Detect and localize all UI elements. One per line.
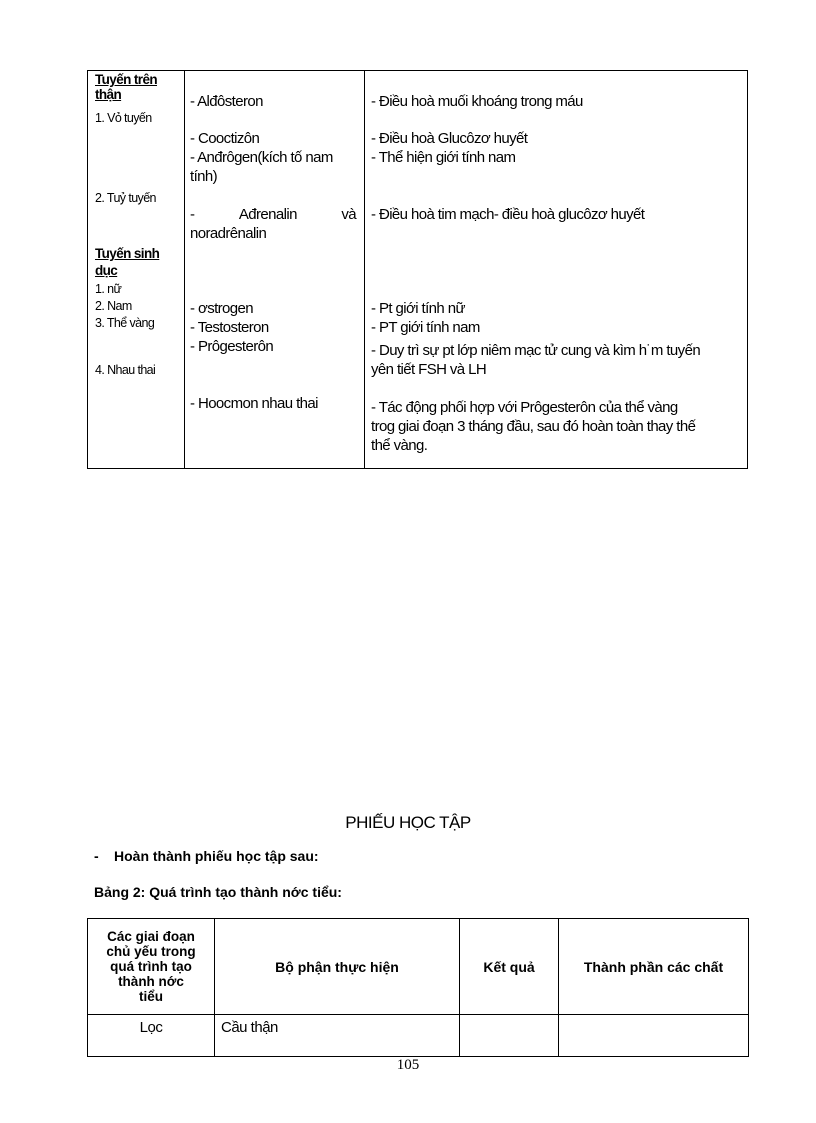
adrenaline-conj: và xyxy=(341,206,356,223)
corpus-luteum-label: 3. Thể vàng xyxy=(95,316,155,330)
gonad-heading-1: Tuyến sinh xyxy=(95,246,160,261)
table-header-row xyxy=(88,919,749,1015)
coordinate-function-1: - Tác động phối hợp với Prôgesterôn của thể vàng xyxy=(371,399,678,416)
instruction-text: Hoàn thành phiếu học tập sau: xyxy=(114,848,319,864)
androgen-text-1: - Anđrôgen(kích tố nam xyxy=(190,149,333,166)
aldosterone-text: - Alđôsteron xyxy=(190,93,263,110)
cortisol-text: - Cooctizôn xyxy=(190,130,260,147)
male-label: 2. Nam xyxy=(95,299,132,313)
result-cell[interactable] xyxy=(460,1015,559,1057)
cardio-function: - Điều hoà tim mạch- điều hoà glucôzơ huyết xyxy=(371,206,645,223)
stage-header xyxy=(88,919,215,1015)
instruction-dash: - xyxy=(94,848,99,864)
adrenaline-line xyxy=(190,206,356,223)
stage-header-line-1: Các giai đoạn xyxy=(107,929,195,944)
stage-header-line-4: thành nớc xyxy=(118,974,184,989)
part-cell: Cầu thận xyxy=(215,1015,460,1057)
medulla-label: 2. Tuỷ tuyến xyxy=(95,191,156,205)
noradrenaline-text: noradrênalin xyxy=(190,225,267,242)
male-sex-function: - Thể hiện giới tính nam xyxy=(371,149,516,166)
gonad-heading-2: dục xyxy=(95,263,118,278)
testosterone-text: - Testosteron xyxy=(190,319,269,336)
adrenaline-dash: - xyxy=(190,206,195,223)
gland-column xyxy=(88,71,185,468)
instruction xyxy=(94,848,319,864)
salt-function: - Điều hoà muối khoáng trong máu xyxy=(371,93,583,110)
progesterone-text: - Prôgesterôn xyxy=(190,338,274,355)
urine-formation-table xyxy=(87,918,749,1057)
stage-header-line-2: chủ yếu trong xyxy=(106,944,196,959)
stage-cell: Lọc xyxy=(88,1015,215,1057)
maintain-function-2: yên tiết FSH và LH xyxy=(371,361,487,378)
adrenaline-word: Ađrenalin xyxy=(238,206,297,223)
composition-cell[interactable] xyxy=(559,1015,749,1057)
function-column xyxy=(365,71,747,468)
estrogen-text: - ơstrogen xyxy=(190,300,254,317)
maintain-function-1: - Duy trì sự pt lớp niêm mạc tử cung và kìm h˙m tuyến xyxy=(371,342,701,359)
adrenal-heading-1: Tuyến trên xyxy=(95,72,158,87)
coordinate-function-2: trog giai đoạn 3 tháng đầu, sau đó hoàn toàn thay thế xyxy=(371,418,696,435)
result-header: Kết quả xyxy=(460,919,559,1015)
composition-header: Thành phần các chất xyxy=(559,919,749,1015)
coordinate-function-3: thể vàng. xyxy=(371,437,428,454)
page-number: 105 xyxy=(396,1057,420,1073)
table-row xyxy=(88,1015,749,1057)
hormone-column xyxy=(185,71,365,468)
placenta-label: 4. Nhau thai xyxy=(95,363,156,377)
female-label: 1. nữ xyxy=(95,282,122,296)
androgen-text-2: tính) xyxy=(190,168,218,185)
female-pt-function: - Pt giới tính nữ xyxy=(371,300,465,317)
glucose-function: - Điều hoà Glucôzơ huyết xyxy=(371,130,528,147)
table-caption: Bảng 2: Quá trình tạo thành nớc tiểu: xyxy=(94,884,342,900)
hormone-table xyxy=(87,70,748,469)
male-pt-function: - PT giới tính nam xyxy=(371,319,480,336)
stage-header-line-5: tiểu xyxy=(138,989,163,1004)
placental-hormone-text: - Hoocmon nhau thai xyxy=(190,395,318,412)
worksheet-title: PHIẾU HỌC TẬP xyxy=(345,813,471,832)
adrenal-heading-2: thận xyxy=(95,87,122,102)
cortex-label: 1. Vỏ tuyến xyxy=(95,111,152,125)
part-header: Bộ phận thực hiện xyxy=(215,919,460,1015)
stage-header-line-3: quá trình tạo xyxy=(110,959,192,974)
